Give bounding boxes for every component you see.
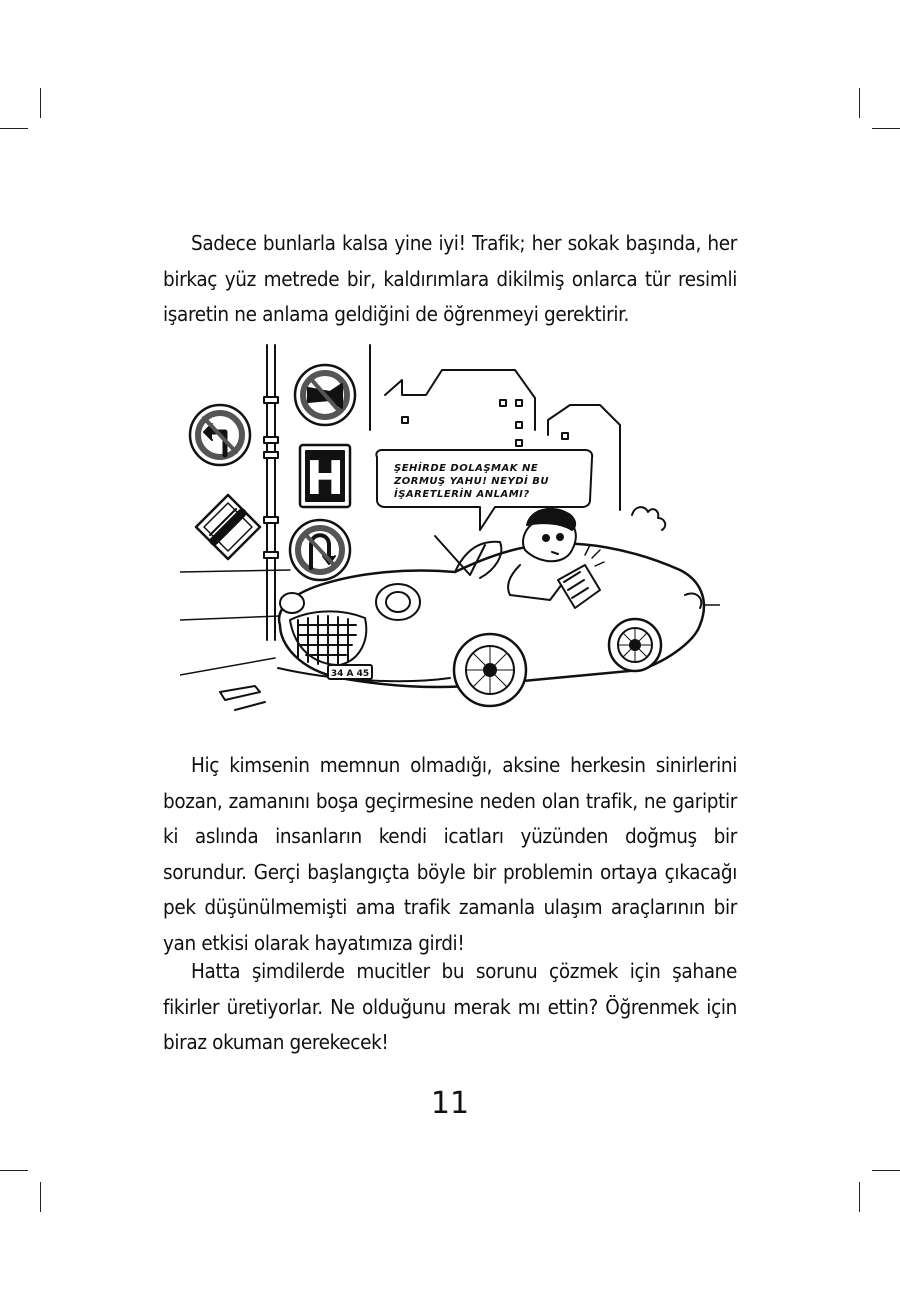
speech-bubble-line: ZORMUŞ YAHU! NEYDİ BU bbox=[394, 476, 549, 487]
paragraph-text: Hatta şimdilerde mucitler bu sorunu çözmek için şahane fikirler üretiyorlar. Ne olduğunu merak mı ettin? Öğrenmek için biraz okuman gerekecek! bbox=[163, 959, 737, 1054]
crop-mark bbox=[0, 1170, 28, 1171]
speech-bubble-line: İŞARETLERİN ANLAMI? bbox=[394, 489, 530, 500]
crop-mark bbox=[40, 88, 41, 118]
paragraph-body bbox=[163, 954, 737, 1061]
crop-mark bbox=[872, 1170, 900, 1171]
crop-mark bbox=[40, 1182, 41, 1212]
paragraph-body bbox=[163, 748, 737, 961]
sign-pole bbox=[264, 345, 278, 640]
no-u-turn-sign bbox=[290, 520, 350, 580]
traffic-cartoon-illustration bbox=[180, 340, 720, 725]
license-plate: 34 A 45 bbox=[330, 669, 370, 679]
page-number: 11 bbox=[430, 1086, 470, 1121]
crop-mark bbox=[859, 88, 860, 118]
paragraph-text: Sadece bunlarla kalsa yine iyi! Trafik; her sokak başında, her birkaç yüz metrede bir, kaldırımlara dikilmiş onlarca tür resimli işaretin ne anlama geldiğini de öğrenmeyi gerektirir. bbox=[163, 231, 737, 326]
paragraph-intro bbox=[163, 226, 737, 333]
no-horn-sign bbox=[295, 365, 355, 425]
no-left-turn-sign bbox=[190, 405, 250, 465]
paragraph-text: Hiç kimsenin memnun olmadığı, aksine herkesin sinirlerini bozan, zamanını boşa geçirmesine neden olan trafik, ne gariptir ki aslında insanların kendi icatları yüzünden doğmuş bir sorundur. Gerçi başlangıçta böyle bir problemin ortaya çıkacağı pek düşünülmemişti ama trafik zamanla ulaşım araçlarının bir yan etkisi olarak hayatımıza girdi! bbox=[163, 753, 737, 955]
crop-mark bbox=[0, 128, 28, 129]
hospital-sign-letter: H bbox=[305, 451, 345, 505]
crop-mark bbox=[859, 1182, 860, 1212]
priority-road-end-sign bbox=[196, 495, 260, 559]
crop-mark bbox=[872, 128, 900, 129]
speech-bubble-line: ŞEHİRDE DOLAŞMAK NE bbox=[394, 463, 539, 474]
